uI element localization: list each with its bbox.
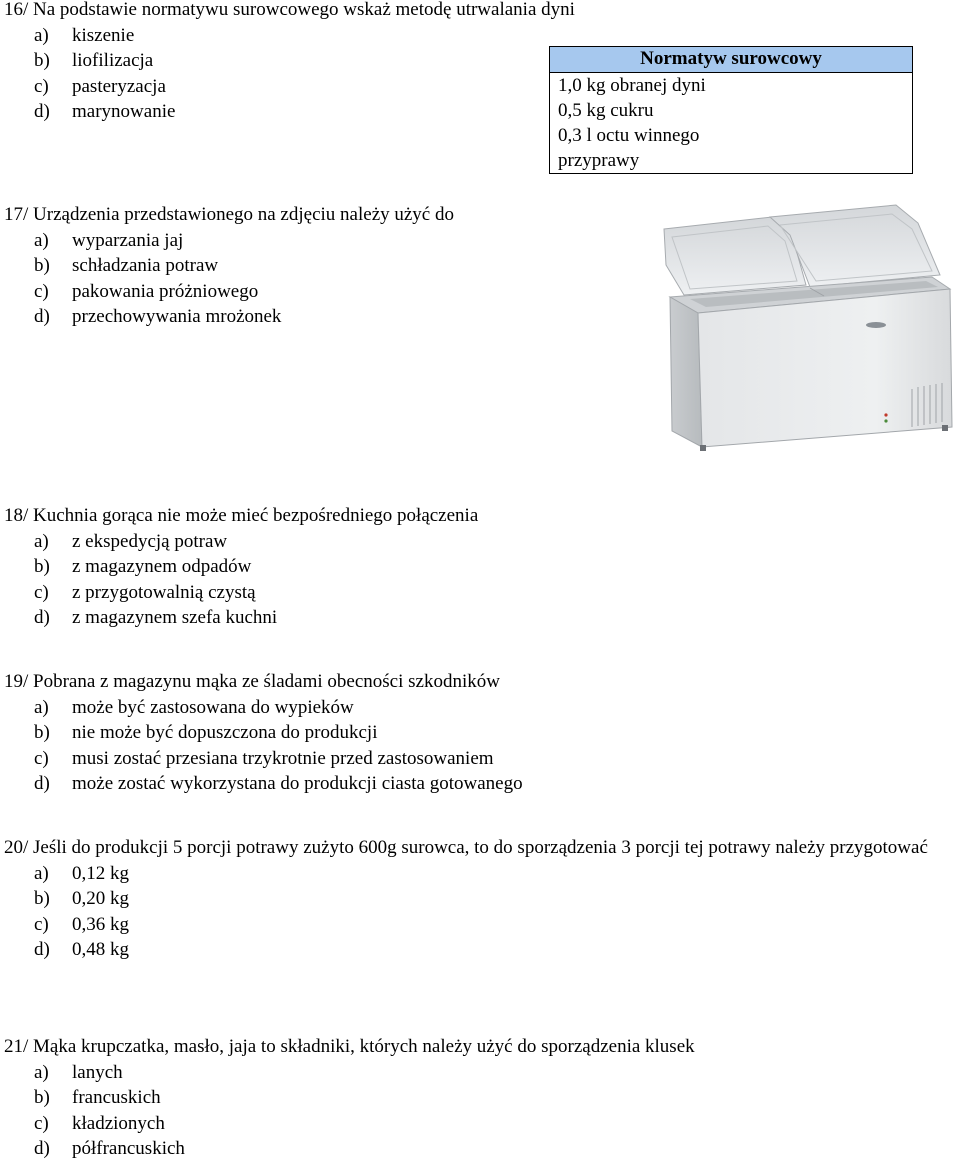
question-20-option-d: d) 0,48 kg: [34, 939, 129, 960]
normatyw-table-header: Normatyw surowcowy: [550, 47, 912, 73]
question-16-text: 16/ Na podstawie normatywu surowcowego wskaż metodę utrwalania dyni: [4, 0, 575, 20]
question-20-option-c: c) 0,36 kg: [34, 913, 129, 935]
question-21: [4, 1034, 960, 1162]
question-21-option-c: c) kładzionych: [34, 1112, 165, 1134]
question-16-option-c: c) pasteryzacja: [34, 75, 166, 97]
question-16-option-b: b) liofilizacja: [34, 50, 154, 71]
question-20-option-b: b) 0,20 kg: [34, 888, 129, 909]
question-18-option-d: d) z magazynem szefa kuchni: [34, 607, 278, 628]
question-16-option-a: a) kiszenie: [34, 24, 135, 46]
question-19-text: 19/ Pobrana z magazynu mąka ze śladami obecności szkodników: [4, 671, 500, 692]
question-21-option-b: b) francuskich: [34, 1087, 161, 1108]
normatyw-table-row: 0,5 kg cukru: [558, 100, 654, 121]
question-21-text: 21/ Mąka krupczatka, masło, jaja to składniki, których należy użyć do sporządzenia klusek: [4, 1036, 695, 1057]
question-16-option-d: d) marynowanie: [34, 101, 176, 122]
question-18-option-c: c) z przygotowalnią czystą: [34, 581, 256, 603]
question-19-option-d: d) może zostać wykorzystana do produkcji ciasta gotowanego: [34, 773, 523, 794]
question-17-text: 17/ Urządzenia przedstawionego na zdjęciu należy użyć do: [4, 204, 454, 225]
question-20-text: 20/ Jeśli do produkcji 5 porcji potrawy zużyto 600g surowca, to do sporządzenia 3 porcji tej potrawy należy przygotować: [4, 837, 928, 858]
question-20-option-a: a) 0,12 kg: [34, 862, 129, 884]
normatyw-table: [549, 46, 913, 174]
question-18: [4, 503, 960, 631]
question-17-option-b: b) schładzania potraw: [34, 255, 219, 276]
normatyw-table-row: 1,0 kg obranej dyni: [558, 75, 706, 96]
question-19: [4, 669, 960, 797]
chest-freezer-image: [640, 195, 958, 457]
question-18-option-a: a) z ekspedycją potraw: [34, 530, 228, 552]
question-21-option-d: d) półfrancuskich: [34, 1138, 185, 1159]
question-19-option-b: b) nie może być dopuszczona do produkcji: [34, 722, 378, 743]
question-19-option-c: c) musi zostać przesiana trzykrotnie przed zastosowaniem: [34, 747, 494, 769]
question-20: [4, 835, 960, 963]
question-21-option-a: a) lanych: [34, 1061, 123, 1083]
question-17-option-a: a) wyparzania jaj: [34, 229, 184, 251]
normatyw-table-row: 0,3 l octu winnego: [558, 125, 700, 146]
question-19-option-a: a) może być zastosowana do wypieków: [34, 696, 354, 718]
question-17-option-c: c) pakowania próżniowego: [34, 280, 259, 302]
normatyw-table-row: przyprawy: [558, 150, 640, 171]
question-18-option-b: b) z magazynem odpadów: [34, 556, 252, 577]
question-17-option-d: d) przechowywania mrożonek: [34, 306, 282, 327]
question-18-text: 18/ Kuchnia gorąca nie może mieć bezpośredniego połączenia: [4, 505, 479, 526]
